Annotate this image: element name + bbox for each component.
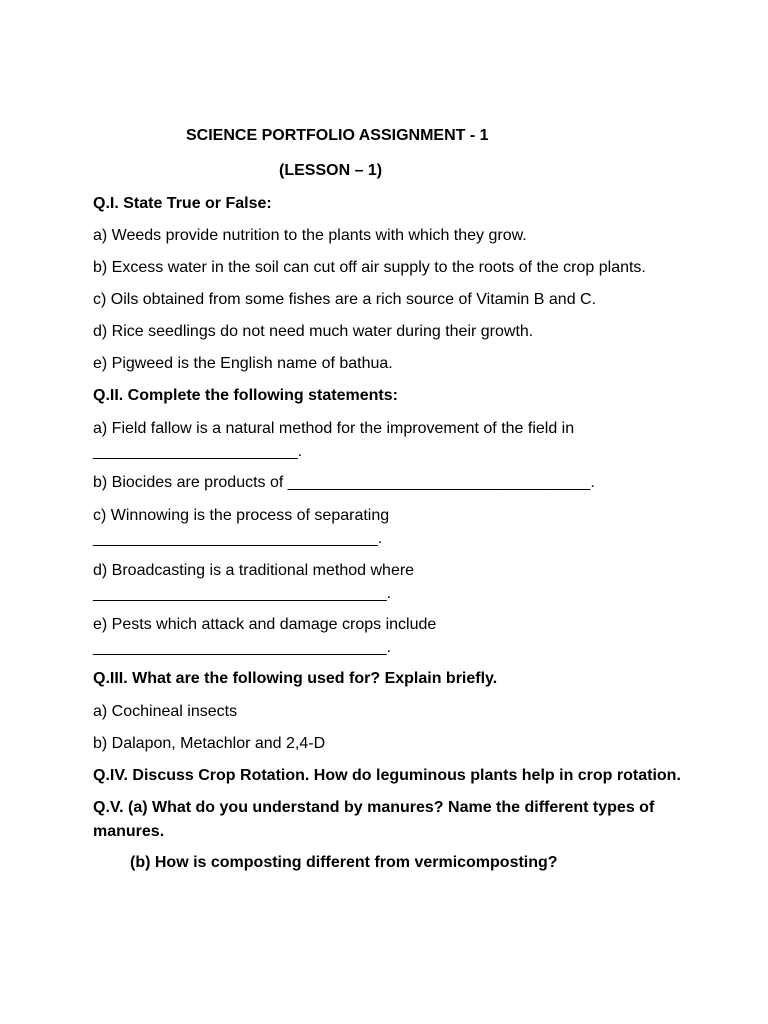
section-heading-q2: Q.II. Complete the following statements: xyxy=(93,387,398,404)
question-item: c) Oils obtained from some fishes are a rich source of Vitamin B and C. xyxy=(93,291,597,308)
answer-blank: ________________________________. xyxy=(93,530,383,547)
section-heading-q3: Q.III. What are the following used for? Explain briefly. xyxy=(93,670,498,687)
question-item: e) Pests which attack and damage crops include xyxy=(93,616,437,633)
answer-blank: _______________________. xyxy=(93,443,303,460)
question-item: d) Broadcasting is a traditional method where xyxy=(93,562,415,579)
question-item: b) Excess water in the soil can cut off air supply to the roots of the crop plants. xyxy=(93,259,646,276)
question-item: b) Biocides are products of __________________________________. xyxy=(93,474,595,491)
section-heading-q1: Q.I. State True or False: xyxy=(93,195,272,212)
section-heading-q4: Q.IV. Discuss Crop Rotation. How do leguminous plants help in crop rotation. xyxy=(93,767,681,784)
question-item: a) Cochineal insects xyxy=(93,703,238,720)
page-title: SCIENCE PORTFOLIO ASSIGNMENT - 1 xyxy=(186,127,489,144)
question-item: d) Rice seedlings do not need much water during their growth. xyxy=(93,323,534,340)
answer-blank: _________________________________. xyxy=(93,585,392,602)
question-item: c) Winnowing is the process of separating xyxy=(93,507,390,524)
section-heading-q5: Q.V. (a) What do you understand by manures? Name the different types of manures. xyxy=(93,799,655,840)
question-item-q5b: (b) How is composting different from vermicomposting? xyxy=(130,854,558,871)
question-item: a) Field fallow is a natural method for the improvement of the field in xyxy=(93,420,575,437)
page-subtitle: (LESSON – 1) xyxy=(279,162,383,179)
question-item: a) Weeds provide nutrition to the plants with which they grow. xyxy=(93,227,527,244)
question-item: b) Dalapon, Metachlor and 2,4-D xyxy=(93,735,326,752)
answer-blank: _________________________________. xyxy=(93,639,392,656)
question-item: e) Pigweed is the English name of bathua. xyxy=(93,355,393,372)
